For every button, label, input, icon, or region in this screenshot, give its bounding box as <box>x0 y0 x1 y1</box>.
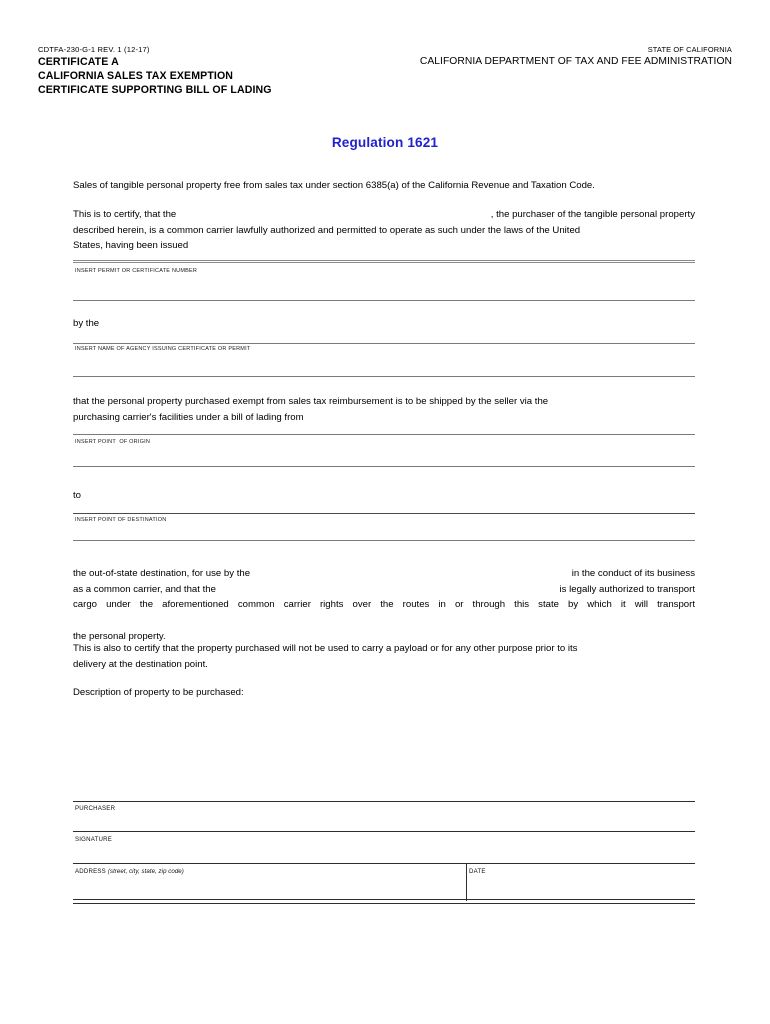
certify-line-1-suffix: , the purchaser of the tangible personal property <box>490 209 695 220</box>
address-label <box>75 868 184 876</box>
out-of-state-line-1-suffix: in the conduct of its business <box>571 568 695 579</box>
form-title-line-2: CALIFORNIA SALES TAX EXEMPTION <box>38 70 234 83</box>
address-label-hint: (street, city, state, zip code) <box>107 868 184 875</box>
state-of-california-label: STATE OF CALIFORNIA <box>647 45 732 54</box>
certify-line-2: described herein, is a common carrier lawfully authorized and permitted to operate as such under the laws of the United <box>73 224 581 236</box>
signature-rule[interactable] <box>73 831 695 832</box>
intro-paragraph: Sales of tangible personal property free from sales tax under section 6385(a) of the California Revenue and Taxation Code. <box>73 180 595 191</box>
description-write-area[interactable] <box>73 700 695 800</box>
department-name: CALIFORNIA DEPARTMENT OF TAX AND FEE ADMINISTRATION <box>419 56 732 67</box>
permit-number-field-label: INSERT PERMIT OR CERTIFICATE NUMBER <box>75 268 198 274</box>
agency-continuation-rule[interactable] <box>73 376 695 377</box>
date-label: DATE <box>469 868 486 875</box>
header-left <box>38 44 368 98</box>
shipping-line-1: that the personal property purchased exempt from sales tax reimbursement is to be shipped by the seller via the <box>73 396 549 407</box>
address-label-text: ADDRESS <box>75 868 108 875</box>
description-prompt: Description of property to be purchased: <box>73 687 244 698</box>
agency-input-rule[interactable] <box>73 343 695 344</box>
by-the-text: by the <box>73 318 100 329</box>
out-of-state-line-4: the personal property. <box>73 630 166 642</box>
out-of-state-line-3 <box>73 597 695 628</box>
regulation-title: Regulation 1621 <box>331 135 439 150</box>
shipping-paragraph <box>73 394 695 425</box>
bottom-rule-inner <box>73 899 695 900</box>
form-header <box>38 44 732 106</box>
certify-line-1 <box>73 207 695 223</box>
bottom-rule-outer <box>73 903 695 904</box>
destination-input-rule[interactable] <box>73 513 695 514</box>
certify-line-3: States, having been issued <box>73 240 189 252</box>
shipping-line-2: purchasing carrier's facilities under a bill of lading from <box>73 411 304 423</box>
out-of-state-line-2-prefix: as a common carrier, and that the <box>73 583 216 595</box>
to-text: to <box>73 490 82 501</box>
origin-field-label: INSERT POINT OF ORIGIN <box>75 439 151 445</box>
permit-number-continuation-rule[interactable] <box>73 300 695 301</box>
out-of-state-line-2-suffix: is legally authorized to transport <box>559 583 695 595</box>
address-date-divider <box>466 863 467 901</box>
date-input-area[interactable] <box>470 876 693 900</box>
purchaser-rule[interactable] <box>73 801 695 802</box>
out-of-state-line-1 <box>73 566 695 582</box>
form-title-line-3: CERTIFICATE SUPPORTING BILL OF LADING <box>38 84 272 97</box>
out-of-state-line-1-prefix: the out-of-state destination, for use by the <box>73 568 251 579</box>
out-of-state-paragraph <box>73 566 695 645</box>
payload-line-2: delivery at the destination point. <box>73 658 208 670</box>
form-title-line-1: CERTIFICATE A <box>38 56 119 68</box>
agency-field-label: INSERT NAME OF AGENCY ISSUING CERTIFICATE OR PERMIT <box>75 346 251 352</box>
address-input-area[interactable] <box>75 876 463 900</box>
permit-number-input-rule[interactable] <box>73 260 695 263</box>
out-of-state-line-2 <box>73 582 695 598</box>
destination-field-label: INSERT POINT OF DESTINATION <box>75 517 167 523</box>
origin-continuation-rule[interactable] <box>73 466 695 467</box>
form-code: CDTFA-230-G-1 REV. 1 (12-17) <box>38 45 150 54</box>
payload-line-1: This is also to certify that the property purchased will not be used to carry a payload or for any other purpose prior to its <box>73 643 578 654</box>
certify-line-1-prefix: This is to certify, that the <box>73 209 177 220</box>
destination-continuation-rule[interactable] <box>73 540 695 541</box>
purchaser-label: PURCHASER <box>75 805 116 812</box>
payload-paragraph <box>73 641 695 672</box>
certify-paragraph <box>73 207 695 254</box>
address-date-top-rule <box>73 863 695 864</box>
out-of-state-line-3-text: cargo under the aforementioned common carrier rights over the routes in or through this state by which it will transport <box>73 599 695 611</box>
origin-input-rule[interactable] <box>73 434 695 435</box>
signature-label: SIGNATURE <box>75 836 113 843</box>
header-right <box>332 44 732 69</box>
